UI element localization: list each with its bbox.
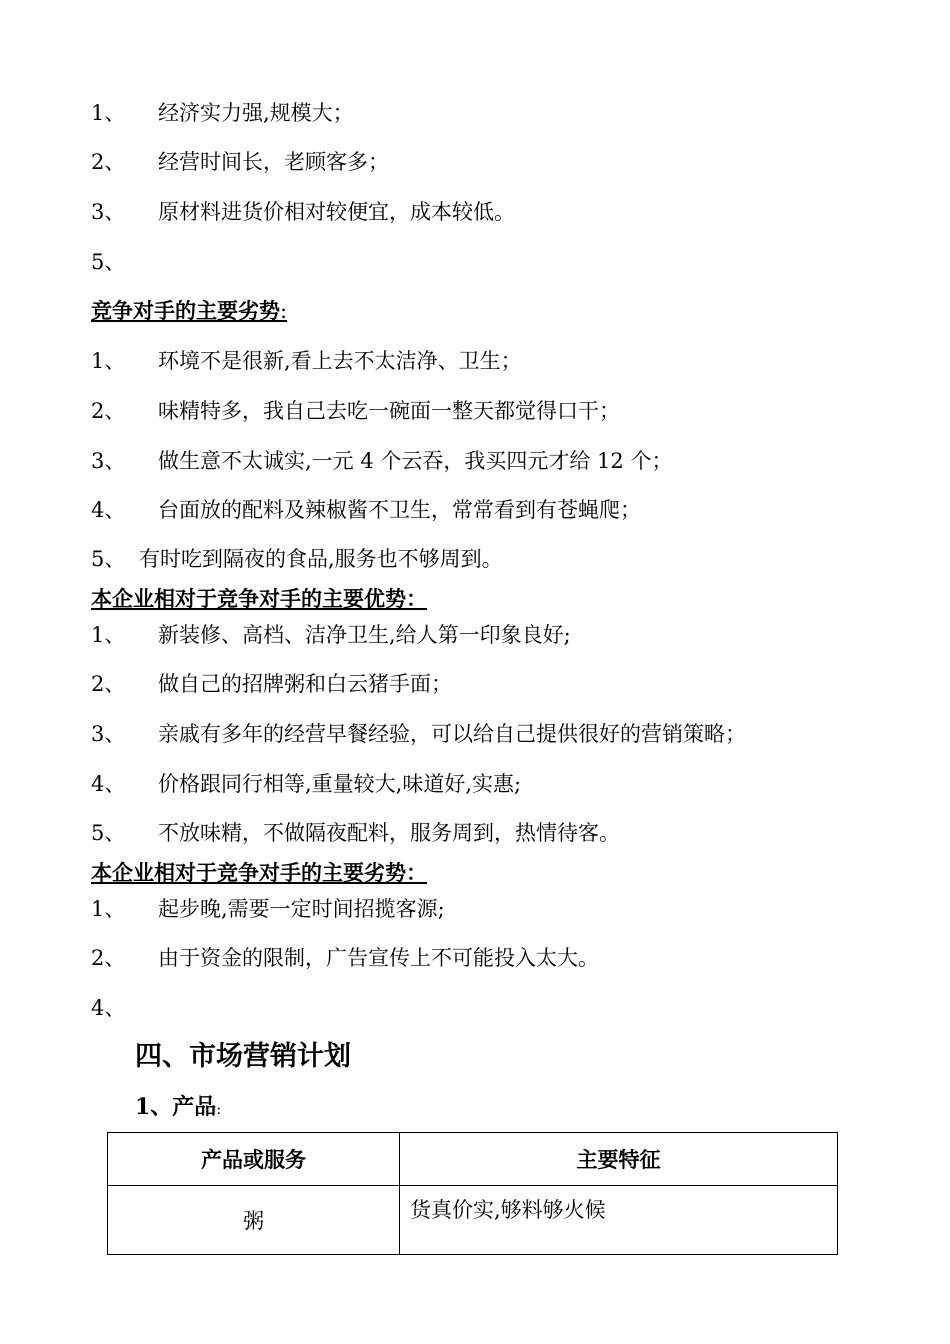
list-number: 1、 xyxy=(91,623,126,647)
subtitle-text: 1、产品 xyxy=(135,1094,217,1120)
list-item xyxy=(91,670,452,698)
list-text: 由于资金的限制，广告宣传上不可能投入太大。 xyxy=(158,946,599,970)
list-number: 3、 xyxy=(91,449,126,473)
list-number: 4、 xyxy=(91,772,126,796)
list-number: 1、 xyxy=(91,349,126,373)
list-item xyxy=(91,397,620,425)
list-item xyxy=(91,198,515,226)
list-number: 5、 xyxy=(91,821,126,845)
list-item xyxy=(91,621,571,649)
list-number: 5、 xyxy=(91,250,126,274)
list-number: 2、 xyxy=(91,399,126,423)
list-number: 1、 xyxy=(91,101,126,125)
list-item xyxy=(91,895,445,923)
list-item xyxy=(91,944,599,972)
list-number: 2、 xyxy=(91,150,126,174)
table-header-cell: 产品或服务 xyxy=(108,1133,400,1186)
subtitle-colon: : xyxy=(216,1102,222,1118)
list-text: 不放味精，不做隔夜配料，服务周到，热情待客。 xyxy=(158,821,620,845)
list-text: 亲戚有多年的经营早餐经验，可以给自己提供很好的营销策略； xyxy=(158,722,746,746)
list-text: 环境不是很新,看上去不太洁净、卫生； xyxy=(158,349,522,373)
section-title: 四、市场营销计划 xyxy=(135,1041,351,1072)
table-header-row xyxy=(108,1133,838,1186)
list-text: 台面放的配料及辣椒酱不卫生，常常看到有苍蝇爬； xyxy=(158,498,641,522)
list-text: 有时吃到隔夜的食品,服务也不够周到。 xyxy=(139,547,503,571)
list-item xyxy=(91,770,521,798)
list-text: 起步晚,需要一定时间招揽客源; xyxy=(158,897,445,921)
list-text: 经济实力强,规模大； xyxy=(158,101,354,125)
list-item xyxy=(91,819,620,847)
list-item xyxy=(91,248,158,276)
heading-colon: : xyxy=(280,299,288,323)
list-number: 5、 xyxy=(91,547,126,571)
table-cell: 货真价实,够料够火候 xyxy=(400,1186,838,1255)
table-row xyxy=(108,1186,838,1255)
competitor-weaknesses-heading xyxy=(91,297,287,325)
list-text: 味精特多，我自己去吃一碗面一整天都觉得口干； xyxy=(158,399,620,423)
list-number: 4、 xyxy=(91,498,126,522)
list-text: 原材料进货价相对较便宜，成本较低。 xyxy=(158,200,515,224)
list-item xyxy=(91,720,746,748)
list-item xyxy=(91,347,522,375)
list-number: 2、 xyxy=(91,946,126,970)
list-item xyxy=(91,447,672,475)
list-number: 2、 xyxy=(91,672,126,696)
list-item xyxy=(91,99,354,127)
our-strengths-heading: 本企业相对于竞争对手的主要优势： xyxy=(91,586,427,611)
heading-text: 竞争对手的主要劣势 xyxy=(91,298,280,323)
list-item xyxy=(91,545,503,573)
list-item xyxy=(91,994,158,1022)
section-subtitle xyxy=(135,1092,221,1125)
list-text: 经营时间长，老顾客多； xyxy=(158,150,389,174)
list-number: 1、 xyxy=(91,897,126,921)
list-item xyxy=(91,496,641,524)
table-header-cell: 主要特征 xyxy=(400,1133,838,1186)
list-text: 新装修、高档、洁净卫生,给人第一印象良好; xyxy=(158,623,571,647)
list-number: 3、 xyxy=(91,722,126,746)
list-text: 价格跟同行相等,重量较大,味道好,实惠; xyxy=(158,772,522,796)
list-text: 做自己的招牌粥和白云猪手面； xyxy=(158,672,452,696)
our-weaknesses-heading: 本企业相对于竞争对手的主要劣势： xyxy=(91,860,427,885)
list-text: 做生意不太诚实,一元 4 个云吞，我买四元才给 12 个； xyxy=(158,449,673,473)
list-number: 4、 xyxy=(91,996,126,1020)
list-item xyxy=(91,148,389,176)
product-table xyxy=(107,1132,838,1255)
table-cell: 粥 xyxy=(108,1186,400,1255)
list-number: 3、 xyxy=(91,200,126,224)
